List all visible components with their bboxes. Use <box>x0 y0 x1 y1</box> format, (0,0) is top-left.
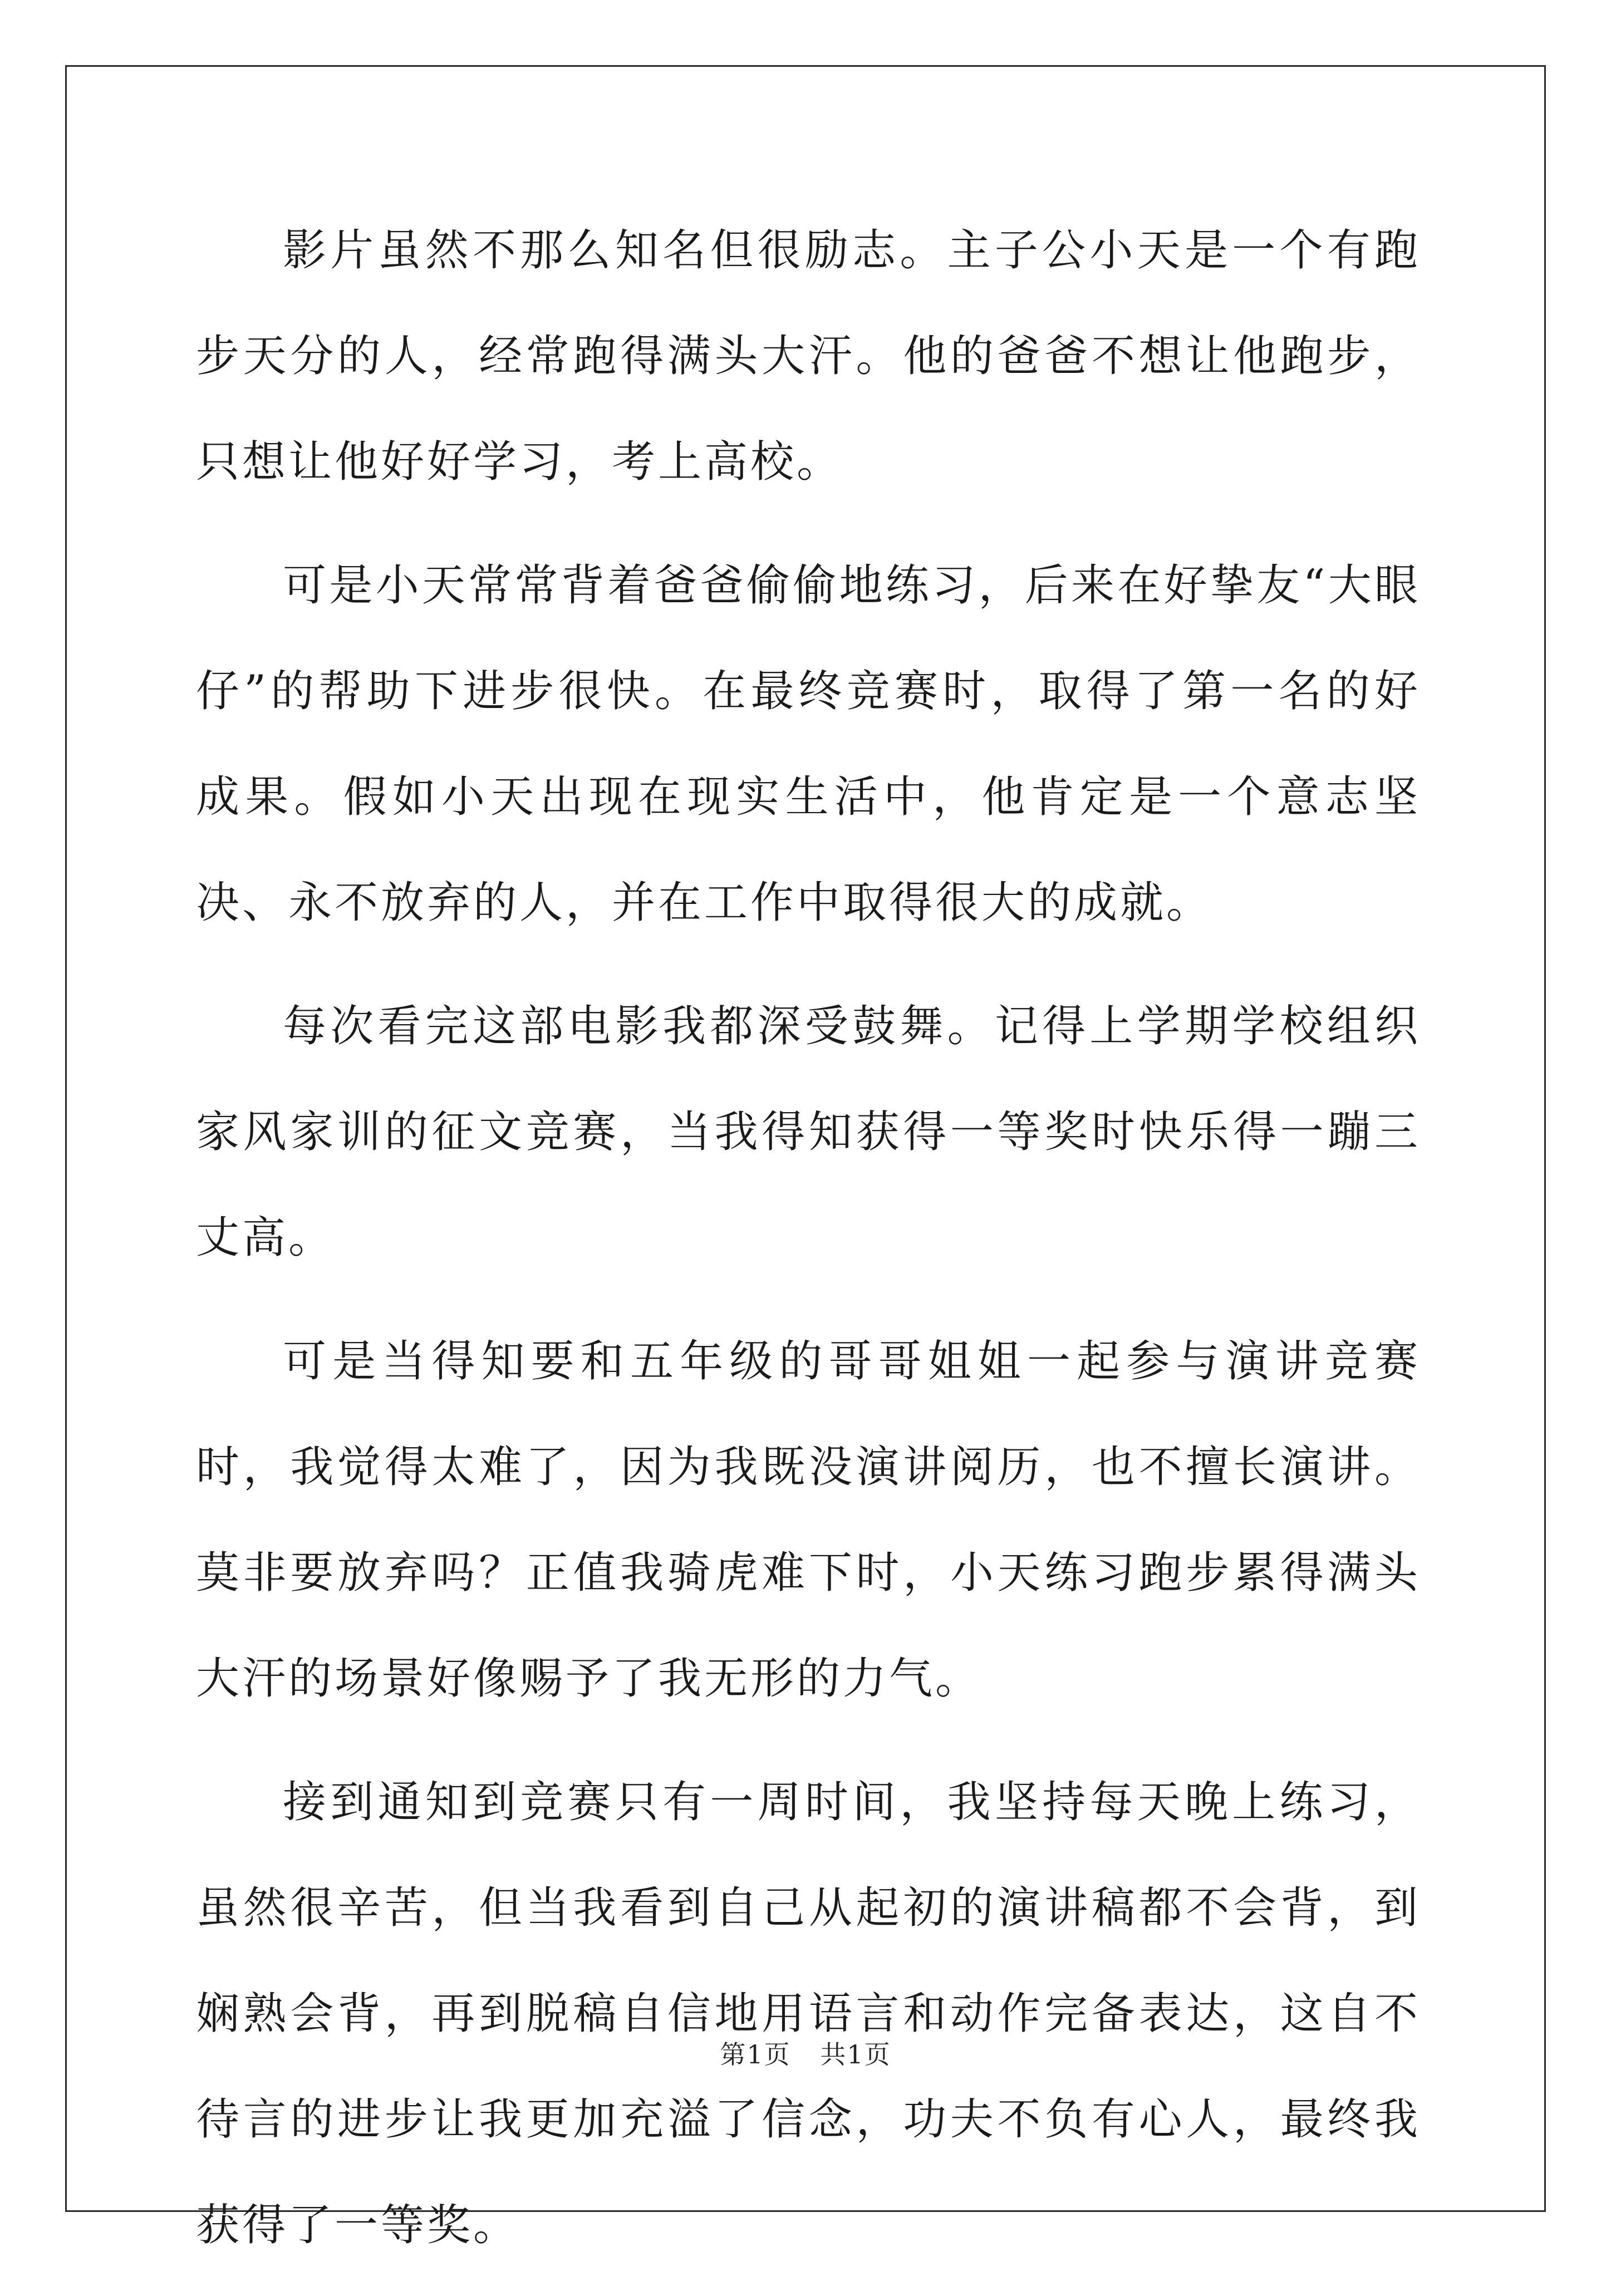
page-footer <box>0 2034 1611 2071</box>
paragraph-2: 可是小天常常背着爸爸偷偷地练习，后来在好挚友“大眼仔”的帮助下进步很快。在最终竞赛时，取得了第一名的好成果。假如小天出现在现实生活中，他肯定是一个意志坚决、永不放弃的人，并在工作中取得很大的成就。 <box>196 561 1421 928</box>
paragraph-4: 可是当得知要和五年级的哥哥姐姐一起参与演讲竞赛时，我觉得太难了，因为我既没演讲阅历，也不擅长演讲。莫非要放弃吗？正值我骑虎难下时，小天练习跑步累得满头大汗的场景好像赐予了我无形的力气。 <box>196 1336 1421 1704</box>
document-body <box>196 198 1421 2296</box>
paragraph-1: 影片虽然不那么知名但很励志。主子公小天是一个有跑步天分的人，经常跑得满头大汗。他的爸爸不想让他跑步，只想让他好好学习，考上高校。 <box>196 225 1421 487</box>
paragraph-3: 每次看完这部电影我都深受鼓舞。记得上学期学校组织家风家训的征文竞赛，当我得知获得一等奖时快乐得一蹦三丈高。 <box>196 1001 1421 1263</box>
paragraph-5: 接到通知到竞赛只有一周时间，我坚持每天晚上练习，虽然很辛苦，但当我看到自己从起初的演讲稿都不会背，到娴熟会背，再到脱稿自信地用语言和动作完备表达，这自不待言的进步让我更加充溢了信念，功夫不负有心人，最终我获得了一等奖。 <box>196 1777 1421 2250</box>
page-total: 共1页 <box>820 2039 891 2069</box>
page-number: 第1页 <box>720 2039 791 2069</box>
